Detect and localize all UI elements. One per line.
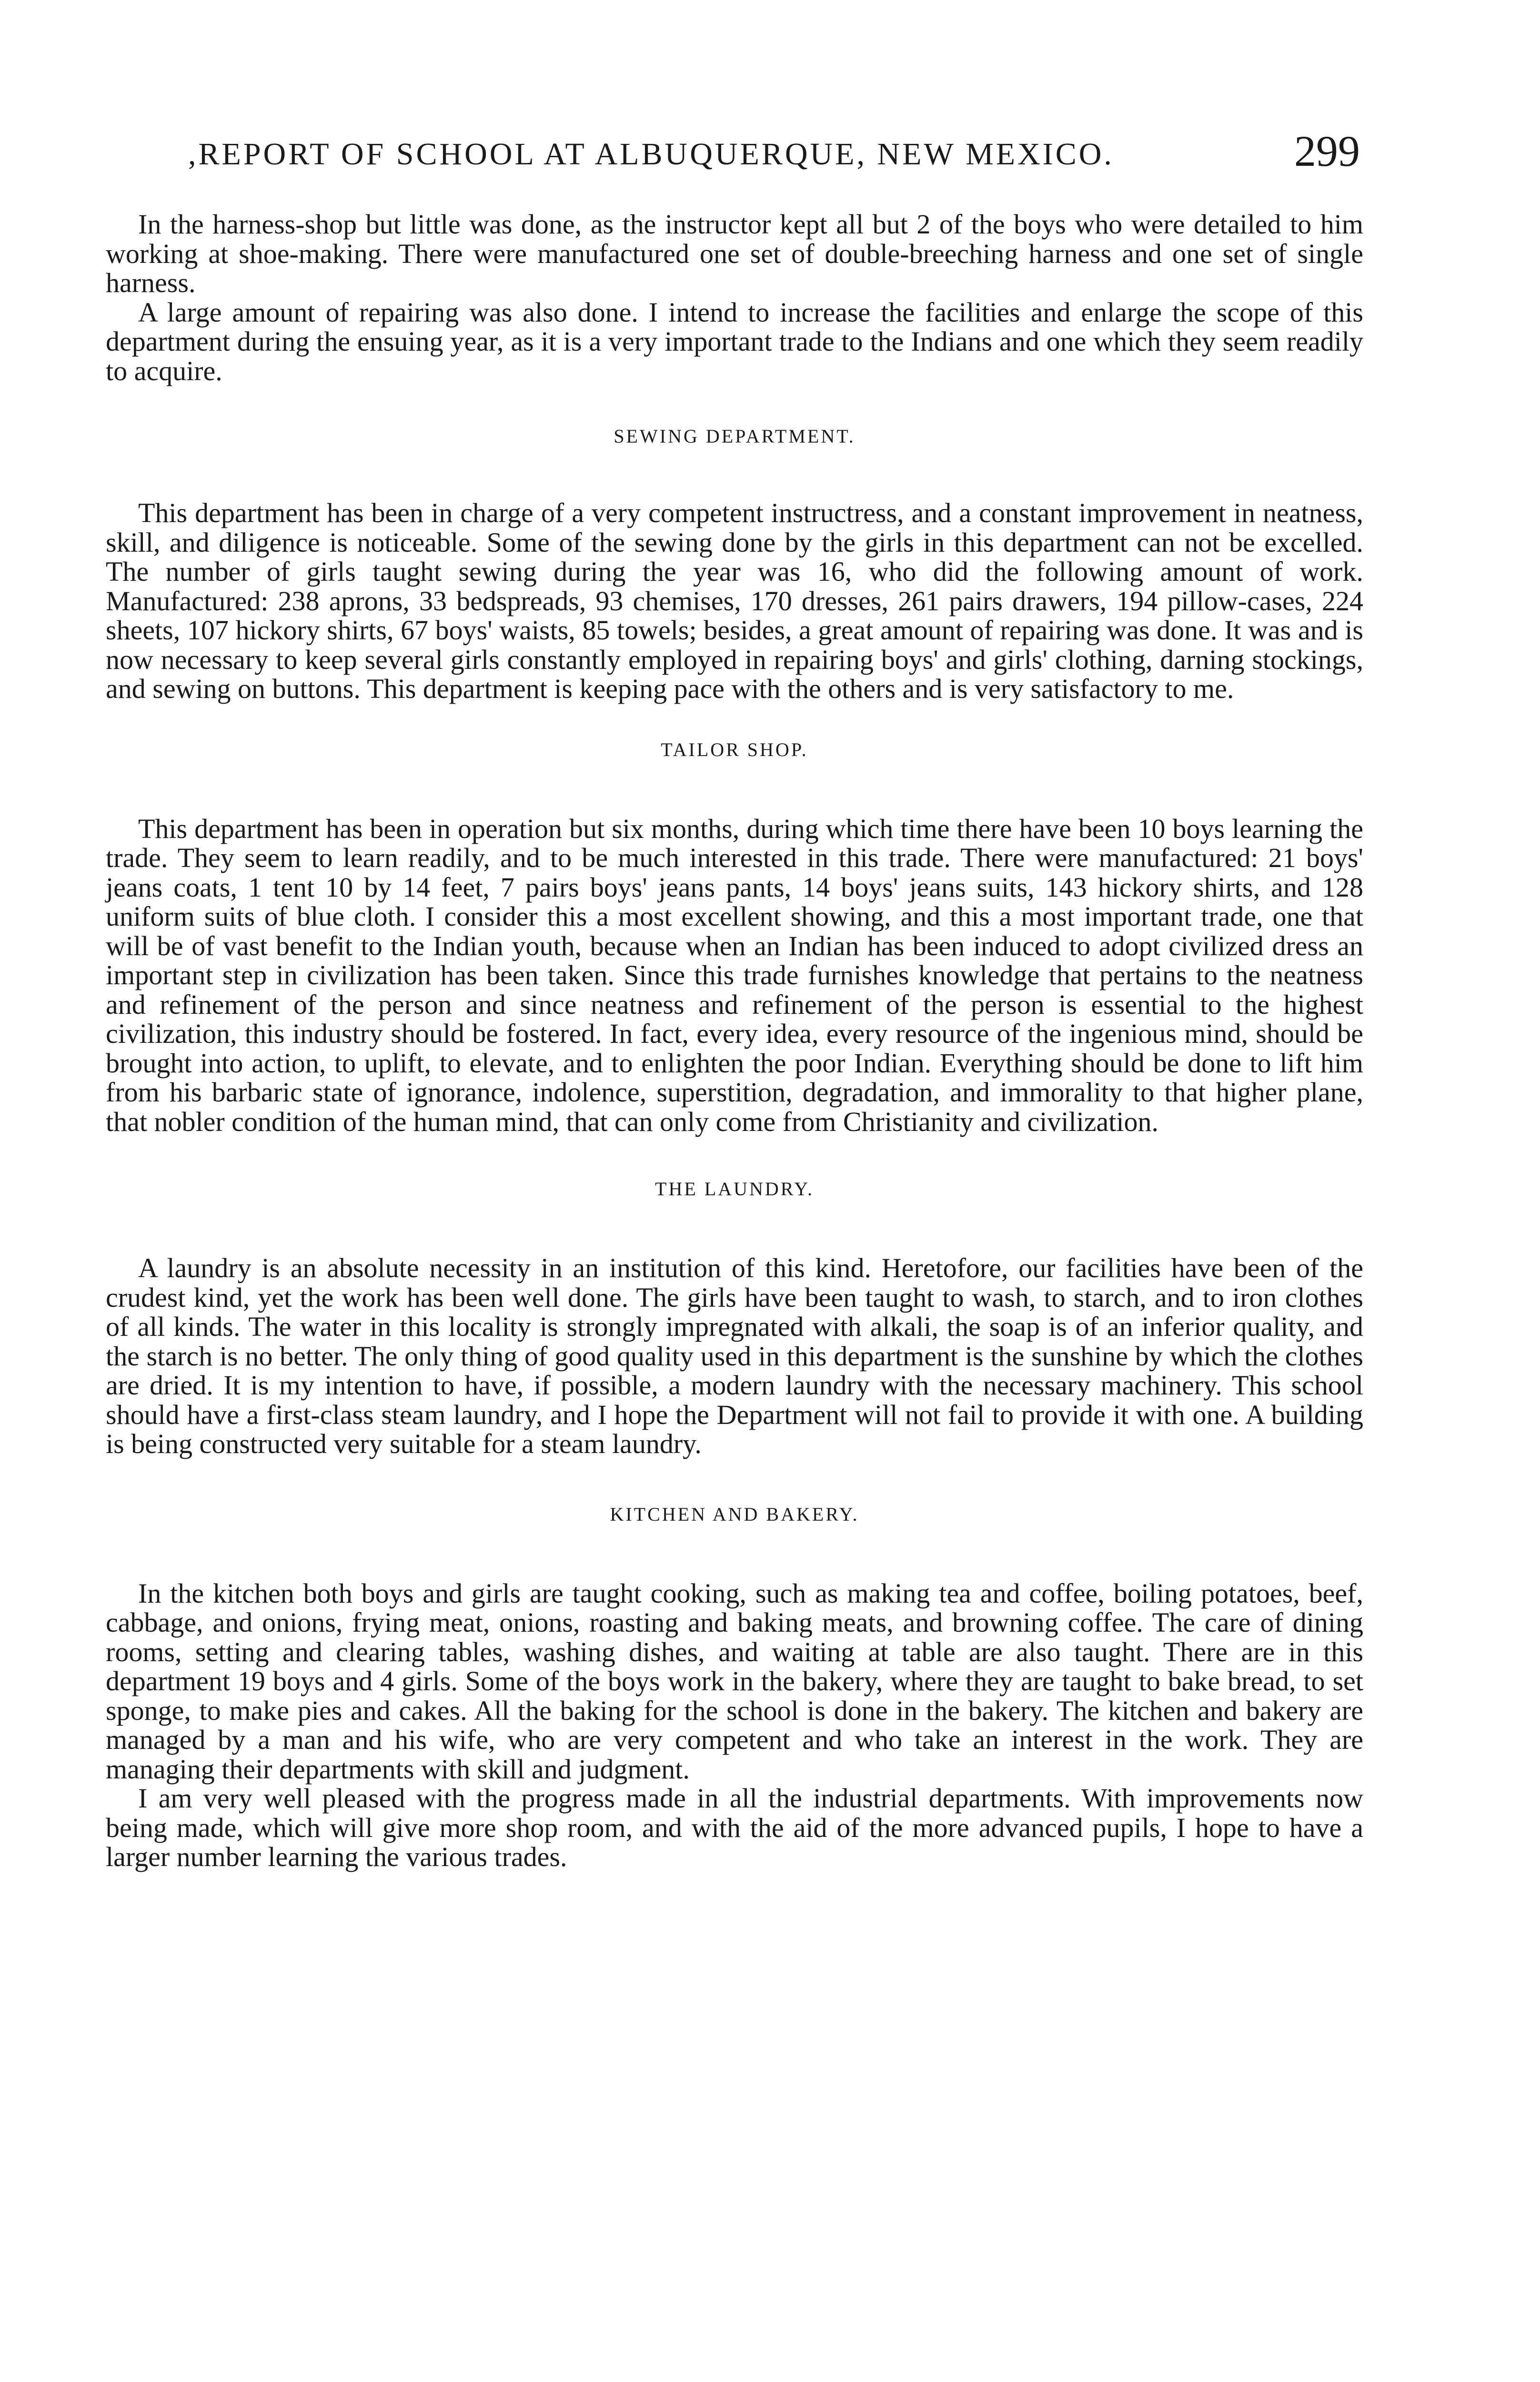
paragraph: A laundry is an absolute necessity in an institution of this kind. Heretofore, our facilities have been of the crudest kind, yet the work has been well done. The girls have been taught to wash, to starch, and to iron clothes of all kinds. The water in this locality is strongly impregnated with alkali, the soap is of an inferior quality, and the starch is no better. The only thing of good quality used in this department is the sunshine by which the clothes are dried. It is my intention to have, if possible, a modern laundry with the necessary machinery. This school should have a first-class steam laundry, and I hope the Department will not fail to provide it with one. A building is being constructed very suitable for a steam laundry.: [106, 1252, 1363, 1459]
section-tailor-shop: [106, 738, 1363, 1137]
page-body: [106, 210, 1363, 1872]
section-kitchen-bakery: [106, 1503, 1363, 1872]
paragraph: In the kitchen both boys and girls are taught cooking, such as making tea and coffee, boiling potatoes, beef, cabbage, and onions, frying meat, onions, roasting and baking meats, and browning coffee. The care of dining rooms, setting and clearing tables, washing dishes, and waiting at table are also taught. There are in this department 19 boys and 4 girls. Some of the boys work in the bakery, where they are taught to bake bread, to set sponge, to make pies and cakes. All the baking for the school is done in the bakery. The kitchen and bakery are managed by a man and his wife, who are very competent and who take an interest in the work. They are managing their departments with skill and judgment.: [106, 1577, 1363, 1785]
paragraph: I am very well pleased with the progress made in all the industrial departments. With improvements now being made, which will give more shop room, and with the aid of the more advanced pupils, I hope to have a larger number learning the various trades.: [106, 1783, 1363, 1872]
section-laundry: [106, 1177, 1363, 1459]
section-heading: SEWING DEPARTMENT.: [614, 425, 856, 447]
section-heading: KITCHEN AND BAKERY.: [610, 1503, 859, 1525]
section-heading: TAILOR SHOP.: [661, 738, 808, 760]
paragraph: This department has been in operation but six months, during which time there have been 10 boys learning the trade. They seem to learn readily, and to be much interested in this trade. There were manufactured: 21 boys' jeans coats, 1 tent 10 by 14 feet, 7 pairs boys' jeans pants, 14 boys' jeans suits, 143 hickory shirts, and 128 uniform suits of blue cloth. I consider this a most excellent showing, and this a most important trade, one that will be of vast benefit to the Indian youth, because when an Indian has been induced to adopt civilized dress an important step in civilization has been taken. Since this trade furnishes knowledge that pertains to the neatness and refinement of the person and since neatness and refinement of the person is essential to the highest civilization, this industry should be fostered. In fact, every idea, every resource of the ingenious mind, should be brought into action, to uplift, to elevate, and to enlighten the poor Indian. Everything should be done to lift him from his barbaric state of ignorance, indolence, superstition, degradation, and immorality to that higher plane, that nobler condition of the human mind, that can only come from Christianity and civilization.: [106, 813, 1363, 1137]
section-heading: THE LAUNDRY.: [655, 1178, 814, 1200]
section-sewing-department: [106, 424, 1363, 704]
section-harness-shop: [106, 210, 1363, 385]
paragraph: In the harness-shop but little was done, as the instructor kept all but 2 of the boys who were detailed to him working at shoe-making. There were manufactured one set of double-breeching harness and one set of single harness.: [106, 209, 1363, 298]
page-number: 299: [1294, 127, 1360, 175]
running-head: ,REPORT OF SCHOOL AT ALBUQUERQUE, NEW MEXICO.: [188, 137, 1114, 172]
paragraph: This department has been in charge of a very competent instructress, and a constant improvement in neatness, skill, and diligence is noticeable. Some of the sewing done by the girls in this department can not be excelled. The number of girls taught sewing during the year was 16, who did the following amount of work. Manufactured: 238 aprons, 33 bedspreads, 93 chemises, 170 dresses, 261 pairs drawers, 194 pillow-cases, 224 sheets, 107 hickory shirts, 67 boys' waists, 85 towels; besides, a great amount of repairing was done. It was and is now necessary to keep several girls constantly employed in repairing boys' and girls' clothing, darning stockings, and sewing on buttons. This department is keeping pace with the others and is very satisfactory to me.: [106, 497, 1363, 704]
paragraph: A large amount of repairing was also done. I intend to increase the facilities and enlarge the scope of this department during the ensuing year, as it is a very important trade to the Indians and one which they seem readily to acquire.: [106, 296, 1363, 386]
page-header: [188, 119, 1360, 186]
